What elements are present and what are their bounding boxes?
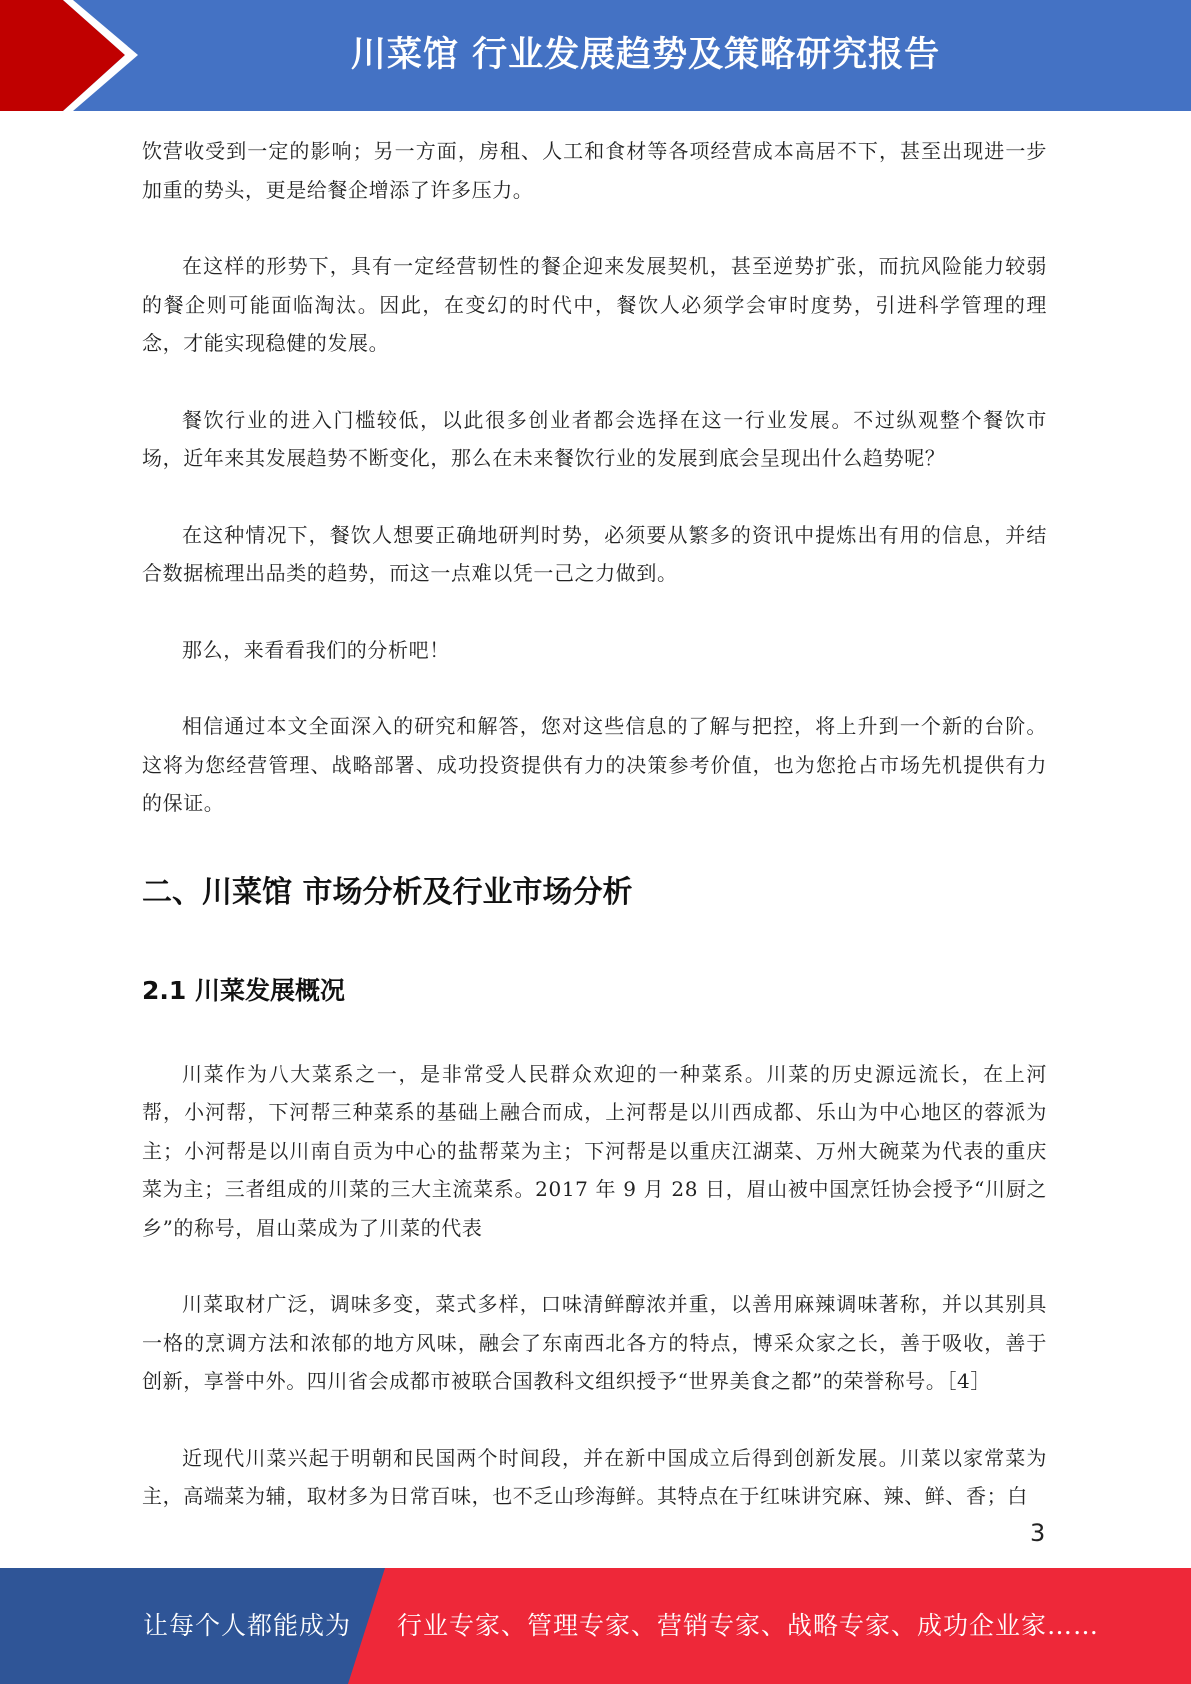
paragraph-sichuan-features: 川菜取材广泛，调味多变，菜式多样，口味清鲜醇浓并重，以善用麻辣调味著称，并以其别具一格的烹调方法和浓郁的地方风味，融会了东南西北各方的特点，博采众家之长，善于吸收，善于创新，享誉中外。四川省会成都市被联合国教科文组织授予“世界美食之都”的荣誉称号。［4］ (142, 1292, 1047, 1393)
paragraph-intro-analysis: 那么，来看看我们的分析吧！ (182, 637, 450, 662)
header-chevron-graphic (0, 0, 160, 111)
page-header (0, 0, 1191, 111)
paragraph-situation: 在这样的形势下，具有一定经营韧性的餐企迎来发展契机，甚至逆势扩张，而抗风险能力较弱的餐企则可能面临淘汰。因此，在变幻的时代中，餐饮人必须学会审时度势，引进科学管理的理念，才能实现稳健的发展。 (142, 254, 1047, 355)
paragraph-sichuan-history: 川菜作为八大菜系之一，是非常受人民群众欢迎的一种菜系。川菜的历史源远流长，在上河帮，小河帮，下河帮三种菜系的基础上融合而成，上河帮是以川西成都、乐山为中心地区的蓉派为主；小河帮是以川南自贡为中心的盐帮菜为主；下河帮是以重庆江湖菜、万州大碗菜为代表的重庆菜为主；三者组成的川菜的三大主流菜系。2017 年 9 月 28 日，眉山被中国烹饪协会授予“川厨之乡”的称号，眉山菜成为了川菜的代表 (142, 1061, 1047, 1240)
page-number: 3 (1030, 1519, 1046, 1547)
report-body (142, 132, 1047, 1516)
paragraph-industry-entry: 餐饮行业的进入门槛较低，以此很多创业者都会选择在这一行业发展。不过纵观整个餐饮市场，近年来其发展趋势不断变化，那么在未来餐饮行业的发展到底会呈现出什么趋势呢？ (142, 407, 1047, 470)
footer-slogan-roles: 行业专家、管理专家、营销专家、战略专家、成功企业家…… (397, 1611, 1100, 1640)
page-footer (0, 1568, 1191, 1684)
section-heading: 二、川菜馆 市场分析及行业市场分析 (142, 874, 633, 910)
subsection-heading: 2.1 川菜发展概况 (142, 975, 345, 1005)
footer-slogan-lead: 让每个人都能成为 (143, 1611, 352, 1640)
paragraph-continuation: 饮营收受到一定的影响；另一方面，房租、人工和食材等各项经营成本高居不下，甚至出现进一步加重的势头，更是给餐企增添了许多压力。 (142, 139, 1047, 202)
paragraph-value-statement: 相信通过本文全面深入的研究和解答，您对这些信息的了解与把控，将上升到一个新的台阶。这将为您经营管理、战略部署、成功投资提供有力的决策参考价值，也为您抢占市场先机提供有力的保证。 (142, 714, 1047, 815)
report-title: 川菜馆 行业发展趋势及策略研究报告 (350, 35, 941, 75)
paragraph-sichuan-modern: 近现代川菜兴起于明朝和民国两个时间段，并在新中国成立后得到创新发展。川菜以家常菜为主，高端菜为辅，取材多为日常百味，也不乏山珍海鲜。其特点在于红味讲究麻、辣、鲜、香；白 (142, 1445, 1047, 1508)
paragraph-research-need: 在这种情况下，餐饮人想要正确地研判时势，必须要从繁多的资讯中提炼出有用的信息，并结合数据梳理出品类的趋势，而这一点难以凭一己之力做到。 (142, 522, 1047, 585)
